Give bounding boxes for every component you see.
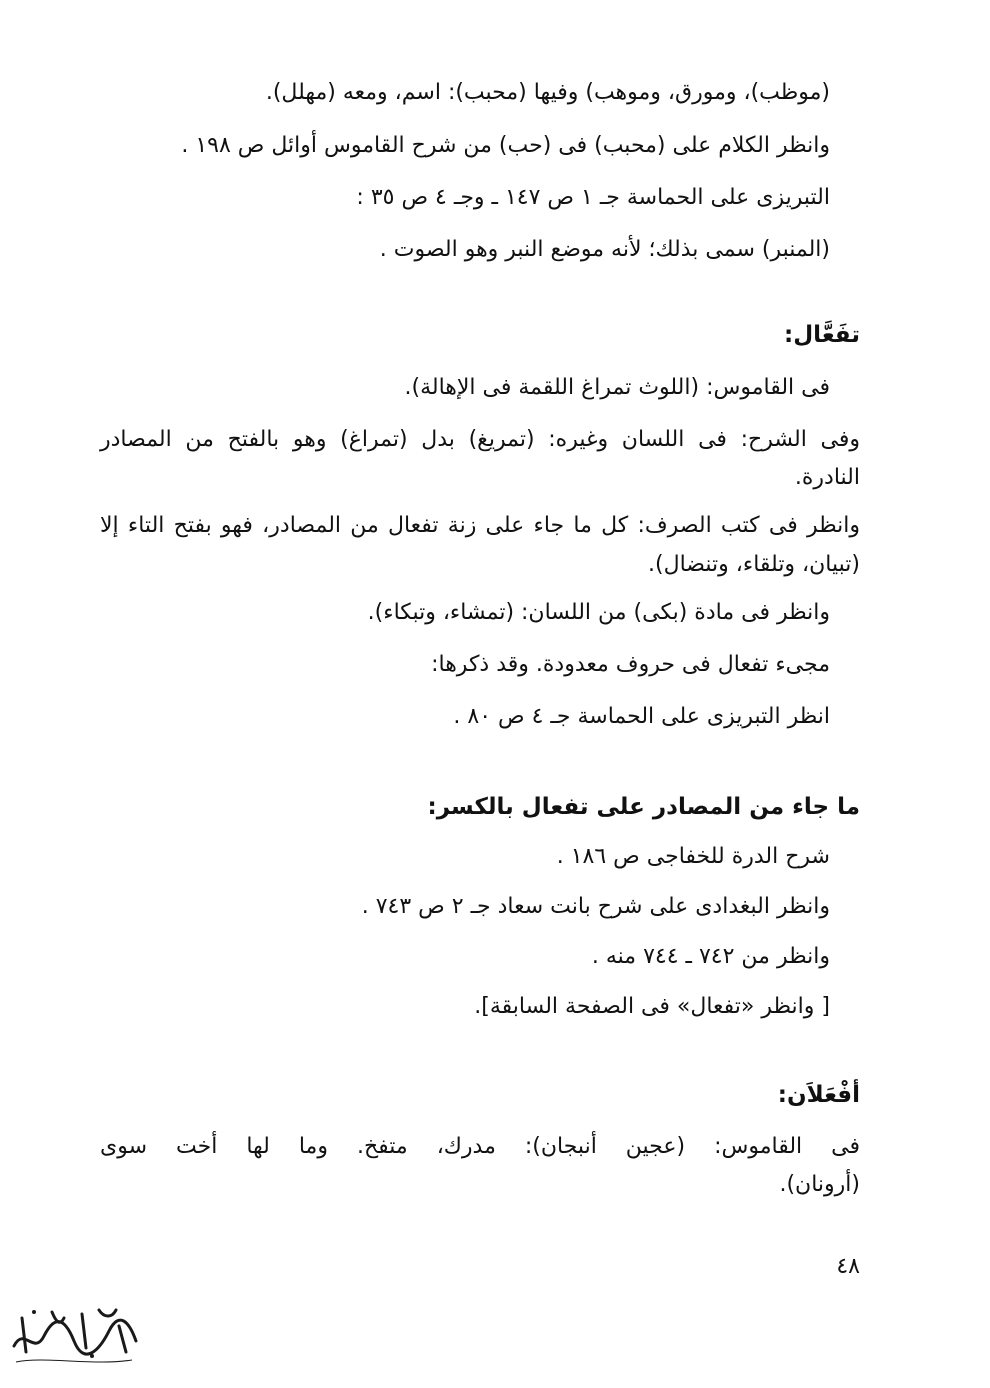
afalan-qamus-line1: فى القاموس: (عجين أنبجان): مدرك، متفخ. وما لها أخت سوى <box>100 1134 860 1159</box>
tafaal-sharh-line2: النادرة. <box>794 465 860 490</box>
heading-kasr: ما جاء من المصادر على تفعال بالكسر: <box>427 794 860 820</box>
kasr-durra: شرح الدرة للخفاجى ص ١٨٦ . <box>556 844 830 869</box>
page-number: ٤٨ <box>836 1254 860 1279</box>
text-line-1: (موظب)، ومورق، وموهب) وفيها (محبب): اسم، ومعه (مهلل). <box>265 80 830 105</box>
text-line-4: (المنبر) سمى بذلك؛ لأنه موضع النبر وهو الصوت . <box>379 237 830 262</box>
tafaal-tabrizi: انظر التبريزى على الحماسة جـ ٤ ص ٨٠ . <box>453 704 830 729</box>
tafaal-sarf-line2: (تبيان، وتلقاء، وتنضال). <box>648 552 860 577</box>
publisher-stamp-logo <box>4 1296 144 1368</box>
tafaal-sharh-line1: وفى الشرح: فى اللسان وغيره: (تمريغ) بدل (تمراغ) وهو بالفتح من المصادر <box>100 427 860 452</box>
heading-afalan: أفْعَلاَن: <box>777 1082 860 1108</box>
kasr-pages: وانظر من ٧٤٢ ـ ٧٤٤ منه . <box>591 944 830 969</box>
kasr-baghdadi: وانظر البغدادى على شرح بانت سعاد جـ ٢ ص ٧٤٣ . <box>361 894 830 919</box>
heading-tafaal: تفَعَّال: <box>784 322 860 348</box>
tafaal-sarf-line1: وانظر فى كتب الصرف: كل ما جاء على زنة تفعال من المصادر، فهو بفتح التاء إلا <box>100 513 860 538</box>
tafaal-qamus: فى القاموس: (اللوث تمراغ اللقمة فى الإهالة). <box>404 375 830 400</box>
kasr-see-previous: [ وانظر «تفعال» فى الصفحة السابقة]. <box>474 994 830 1019</box>
tafaal-bakaa: وانظر فى مادة (بكى) من اللسان: (تمشاء، وتبكاء). <box>367 600 830 625</box>
afalan-qamus-line2: (أرونان). <box>779 1172 860 1197</box>
text-line-2: وانظر الكلام على (محبب) فى (حب) من شرح القاموس أوائل ص ١٩٨ . <box>181 133 830 158</box>
text-line-3: التبريزى على الحماسة جـ ١ ص ١٤٧ ـ وجـ ٤ ص ٣٥ : <box>356 185 830 210</box>
tafaal-majee: مجىء تفعال فى حروف معدودة. وقد ذكرها: <box>431 652 830 677</box>
